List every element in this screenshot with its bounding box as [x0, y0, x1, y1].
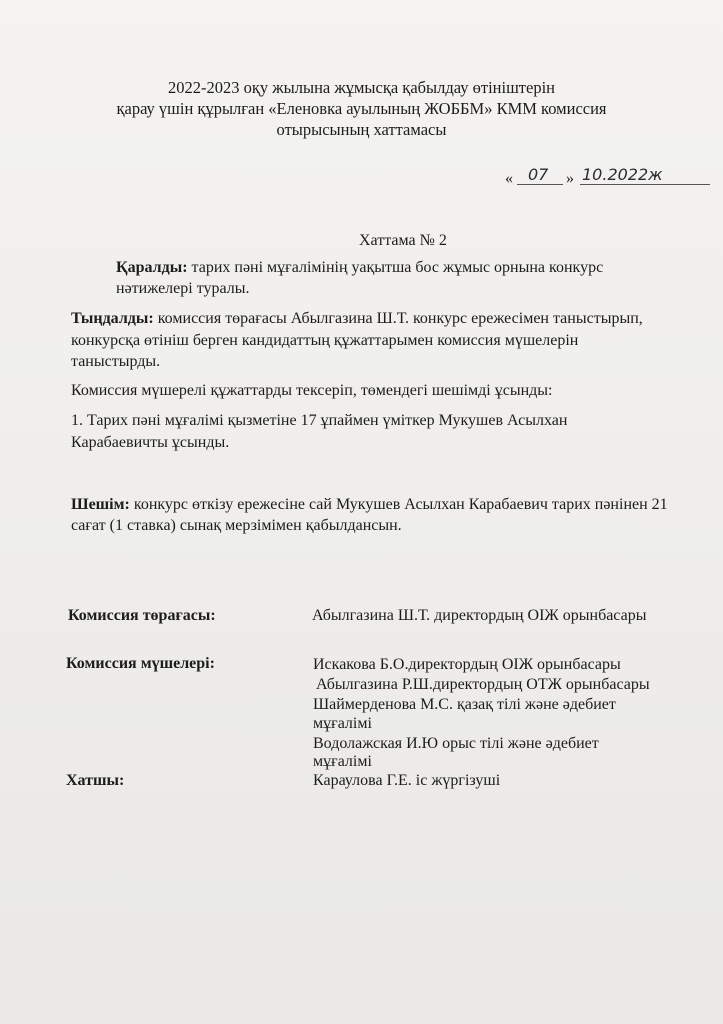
members-label: Комиссия мүшелері: — [66, 655, 215, 672]
member-1: Искакова Б.О.директордың ОІЖ орынбасары — [313, 656, 621, 673]
date-day-underline — [517, 184, 563, 185]
heard-line-1 — [71, 310, 643, 328]
chair-label: Комиссия төрағасы: — [68, 607, 216, 624]
secretary-label: Хатшы: — [66, 772, 125, 789]
date-month-year-handwritten: 10.2022ж — [582, 165, 663, 184]
secretary-value: Караулова Г.Е. іс жүргізуші — [313, 772, 501, 789]
decision-text: конкурс өткізу ережесіне сай Мукушев Асылхан Карабаевич тарих пәнінен 21 — [133, 496, 668, 513]
item1-line-2: Карабаевичты ұсынды. — [71, 434, 230, 451]
header-line-2: қарау үшін құрылған «Еленовка ауылының ЖОББМ» КММ комиссия — [116, 99, 607, 118]
member-2: Абылгазина Р.Ш.директордың ОТЖ орынбасары — [316, 676, 650, 693]
member-4-line-2: мұғалімі — [313, 753, 372, 770]
member-3-line-2: мұғалімі — [313, 715, 372, 732]
considered-line-2: нәтижелері туралы. — [116, 280, 250, 297]
heard-line-2: конкурсқа өтініш берген кандидаттың құжаттарымен комиссия мүшелерін — [71, 332, 579, 349]
heard-line-3: таныстырды. — [71, 353, 161, 370]
member-4-line-1: Водолажская И.Ю орыс тілі және әдебиет — [313, 735, 599, 752]
date-month-underline — [580, 184, 710, 185]
considered-label: Қаралды: — [116, 259, 188, 276]
decision-label: Шешім: — [71, 496, 130, 513]
header-line-1: 2022-2023 оқу жылына жұмысқа қабылдау өтініштерін — [168, 78, 555, 97]
decision-line-2: сағат (1 ставка) сынақ мерзімімен қабылдансын. — [71, 517, 402, 534]
header-line-3: отырысының хаттамасы — [276, 120, 447, 139]
date-day-handwritten: 07 — [528, 165, 549, 184]
date-open-quote: « — [505, 170, 513, 187]
review-text: Комиссия мүшерелі құжаттарды тексеріп, төмендегі шешімді ұсынды: — [71, 382, 553, 399]
considered-text: тарих пәні мұғалімінің уақытша бос жұмыс орнына конкурс — [191, 259, 604, 276]
considered-line-1 — [116, 259, 603, 277]
chair-value: Абылгазина Ш.Т. директордың ОІЖ орынбасары — [312, 607, 647, 624]
heard-text: комиссия төрағасы Абылгазина Ш.Т. конкурс ережесімен таныстырып, — [157, 310, 643, 327]
heard-label: Тыңдалды: — [71, 310, 154, 327]
item1-line-1: 1. Тарих пәні мұғалімі қызметіне 17 ұпаймен үміткер Мукушев Асылхан — [71, 412, 568, 429]
decision-line-1 — [71, 496, 668, 514]
date-close-quote: » — [566, 170, 574, 187]
member-3-line-1: Шаймерденова М.С. қазақ тілі және әдебиет — [313, 696, 616, 713]
protocol-title: Хаттама № 2 — [359, 232, 447, 249]
